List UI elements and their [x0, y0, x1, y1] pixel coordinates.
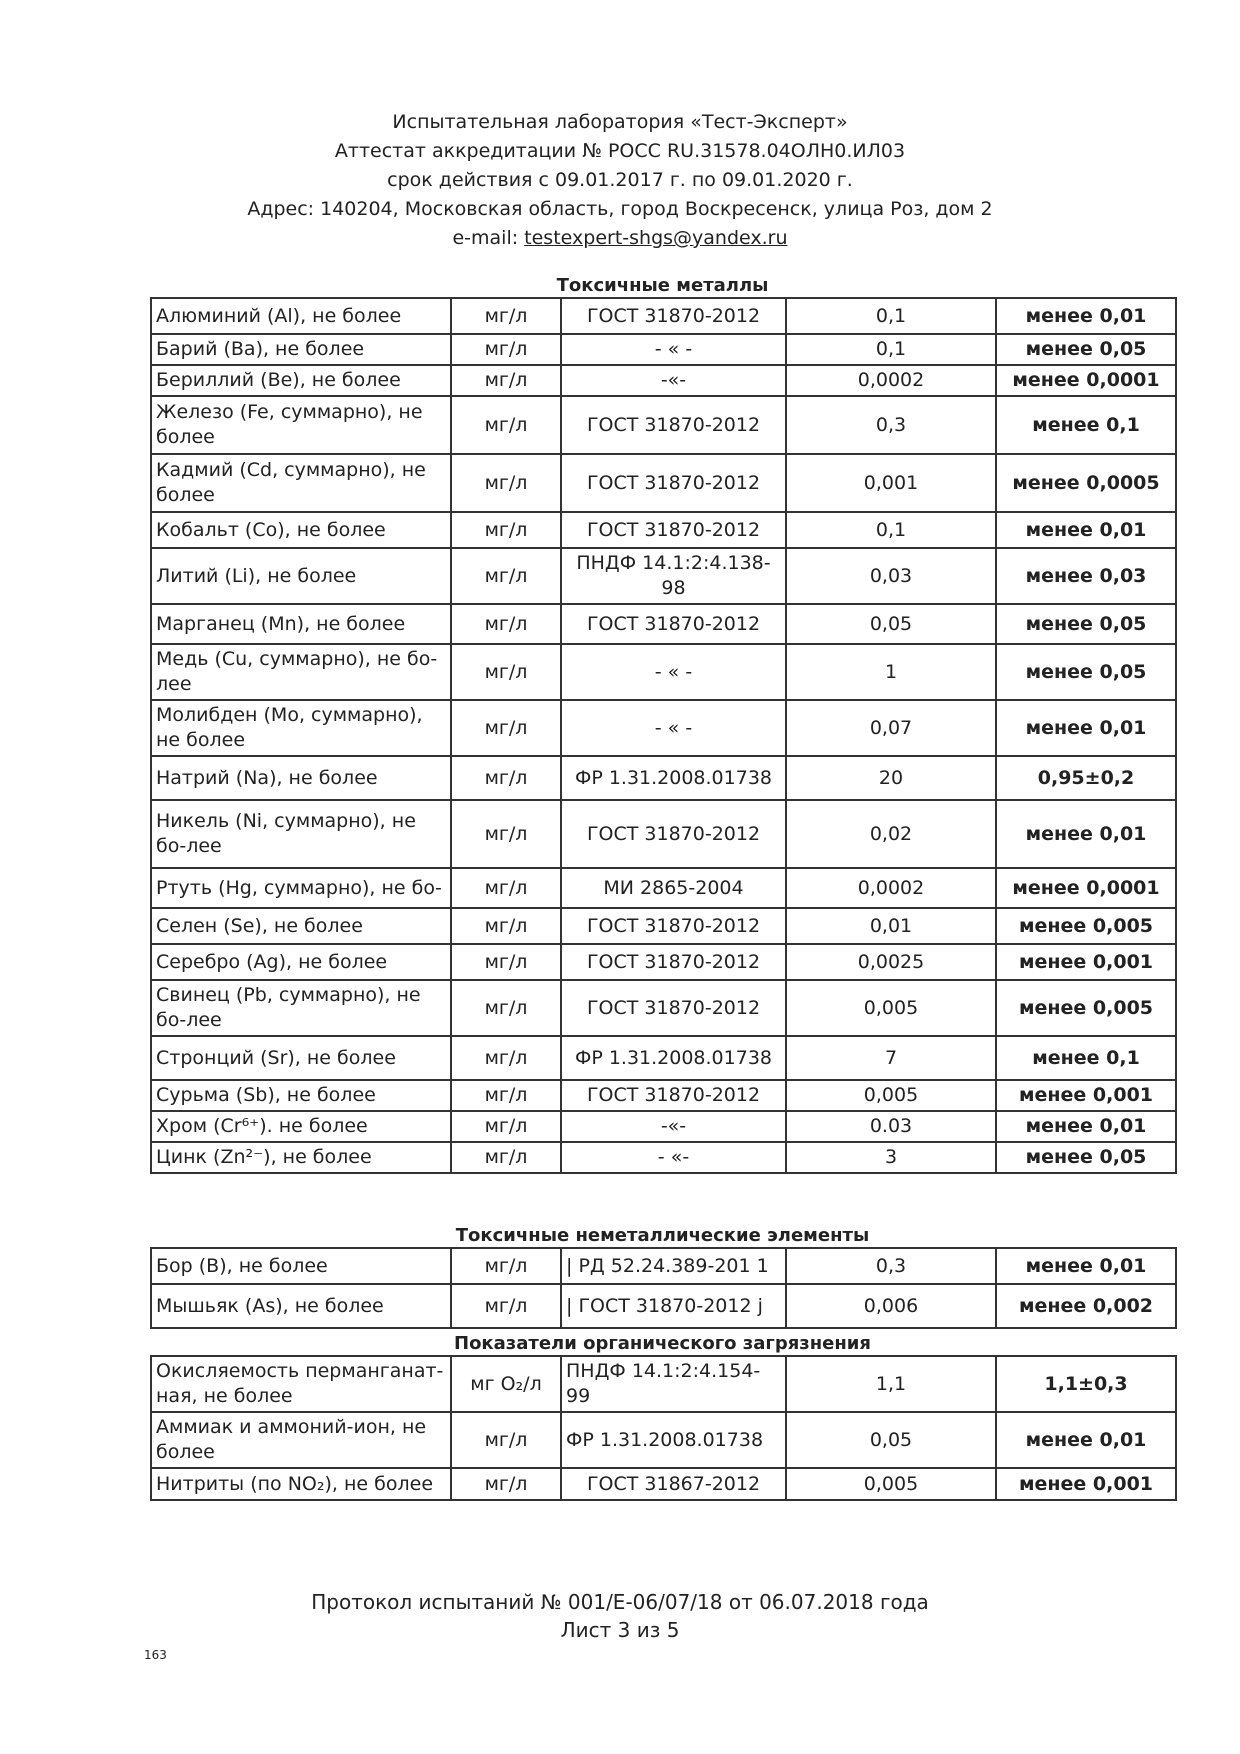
table-row	[151, 1284, 1176, 1328]
method-cell: - « -	[561, 700, 786, 756]
parameter-name-cell: Стронций (Sr), не более	[151, 1036, 451, 1080]
unit-cell: мг O₂/л	[451, 1356, 561, 1412]
table-row	[151, 908, 1176, 944]
table-row	[151, 1142, 1176, 1173]
result-cell: менее 0,1	[996, 1036, 1176, 1080]
method-cell: ГОСТ 31870-2012	[561, 980, 786, 1036]
method-cell: ГОСТ 31870-2012	[561, 800, 786, 868]
unit-cell: мг/л	[451, 756, 561, 800]
unit-cell: мг/л	[451, 1142, 561, 1173]
method-cell: ПНДФ 14.1:2:4.138-98	[561, 548, 786, 604]
lab-name: Испытательная лаборатория «Тест-Эксперт»	[392, 111, 848, 133]
method-cell: - « -	[561, 644, 786, 700]
unit-cell: мг/л	[451, 1080, 561, 1111]
table-row	[151, 1468, 1176, 1500]
result-cell: менее 0,0001	[996, 868, 1176, 908]
method-cell: ГОСТ 31870-2012	[561, 944, 786, 980]
norm-cell: 0,3	[786, 1248, 996, 1284]
norm-cell: 0,1	[786, 334, 996, 365]
table-row	[151, 1412, 1176, 1468]
norm-cell: 20	[786, 756, 996, 800]
result-cell: менее 0,05	[996, 334, 1176, 365]
page-number: 163	[144, 1648, 167, 1662]
unit-cell: мг/л	[451, 298, 561, 334]
unit-cell: мг/л	[451, 944, 561, 980]
email-label: e-mail:	[452, 227, 525, 249]
unit-cell: мг/л	[451, 700, 561, 756]
document-footer	[0, 1588, 1240, 1644]
result-cell: менее 0,01	[996, 298, 1176, 334]
norm-cell: 0,0002	[786, 868, 996, 908]
parameter-name-cell: Нитриты (по NO₂), не более	[151, 1468, 451, 1500]
unit-cell: мг/л	[451, 1036, 561, 1080]
table-row	[151, 512, 1176, 548]
unit-cell: мг/л	[451, 1468, 561, 1500]
result-cell: 1,1±0,3	[996, 1356, 1176, 1412]
result-cell: менее 0,005	[996, 980, 1176, 1036]
result-cell: менее 0,001	[996, 1080, 1176, 1111]
unit-cell: мг/л	[451, 908, 561, 944]
parameter-name-cell: Серебро (Ag), не более	[151, 944, 451, 980]
parameter-name-cell: Селен (Se), не более	[151, 908, 451, 944]
unit-cell: мг/л	[451, 454, 561, 512]
section-title-toxic-nonmetals: Токсичные неметаллические элементы	[455, 1225, 870, 1246]
result-cell: менее 0,005	[996, 908, 1176, 944]
method-cell: ГОСТ 31870-2012	[561, 396, 786, 454]
table-row	[151, 980, 1176, 1036]
norm-cell: 0,005	[786, 1080, 996, 1111]
parameter-name-cell: Кобальт (Co), не более	[151, 512, 451, 548]
table-row	[151, 1036, 1176, 1080]
email-link[interactable]: testexpert-shgs@yandex.ru	[524, 227, 788, 249]
norm-cell: 0,0002	[786, 365, 996, 396]
result-cell: менее 0,0001	[996, 365, 1176, 396]
norm-cell: 1	[786, 644, 996, 700]
parameter-name-cell: Бериллий (Be), не более	[151, 365, 451, 396]
parameter-name-cell: Окисляемость перманганат-ная, не более	[151, 1356, 451, 1412]
result-cell: менее 0,01	[996, 1111, 1176, 1142]
address-line: Адрес: 140204, Московская область, город Воскресенск, улица Роз, дом 2	[247, 198, 993, 220]
parameter-name-cell: Свинец (Pb, суммарно), не бо-лее	[151, 980, 451, 1036]
unit-cell: мг/л	[451, 644, 561, 700]
unit-cell: мг/л	[451, 980, 561, 1036]
result-cell: менее 0,01	[996, 700, 1176, 756]
result-cell: менее 0,01	[996, 800, 1176, 868]
parameter-name-cell: Аммиак и аммоний-ион, не более	[151, 1412, 451, 1468]
document-header	[0, 108, 1240, 253]
protocol-line: Протокол испытаний № 001/Е-06/07/18 от 06.07.2018 года	[311, 1590, 929, 1614]
norm-cell: 0,005	[786, 1468, 996, 1500]
method-cell: ПНДФ 14.1:2:4.154-99	[561, 1356, 786, 1412]
table-row	[151, 644, 1176, 700]
norm-cell: 0,006	[786, 1284, 996, 1328]
table-row	[151, 454, 1176, 512]
method-cell: МИ 2865-2004	[561, 868, 786, 908]
table-row	[151, 868, 1176, 908]
method-cell: -«-	[561, 365, 786, 396]
parameter-name-cell: Мышьяк (As), не более	[151, 1284, 451, 1328]
unit-cell: мг/л	[451, 548, 561, 604]
table-row	[151, 1111, 1176, 1142]
method-cell: | РД 52.24.389-201 1	[561, 1248, 786, 1284]
table-row	[151, 396, 1176, 454]
unit-cell: мг/л	[451, 512, 561, 548]
result-cell: менее 0,01	[996, 1248, 1176, 1284]
parameter-name-cell: Молибден (Mo, суммарно), не более	[151, 700, 451, 756]
result-cell: менее 0,03	[996, 548, 1176, 604]
norm-cell: 0.03	[786, 1111, 996, 1142]
method-cell: ФР 1.31.2008.01738	[561, 1412, 786, 1468]
unit-cell: мг/л	[451, 604, 561, 644]
norm-cell: 0,1	[786, 512, 996, 548]
result-cell: 0,95±0,2	[996, 756, 1176, 800]
method-cell: ГОСТ 31870-2012	[561, 604, 786, 644]
norm-cell: 7	[786, 1036, 996, 1080]
organic-pollution-table	[150, 1355, 1177, 1501]
table-row	[151, 548, 1176, 604]
parameter-name-cell: Марганец (Mn), не более	[151, 604, 451, 644]
parameter-name-cell: Медь (Cu, суммарно), не бо-лее	[151, 644, 451, 700]
method-cell: ГОСТ 31867-2012	[561, 1468, 786, 1500]
result-cell: менее 0,001	[996, 944, 1176, 980]
unit-cell: мг/л	[451, 396, 561, 454]
result-cell: менее 0,05	[996, 1142, 1176, 1173]
norm-cell: 0,05	[786, 604, 996, 644]
result-cell: менее 0,0005	[996, 454, 1176, 512]
norm-cell: 0,001	[786, 454, 996, 512]
sheet-line: Лист 3 из 5	[560, 1618, 680, 1642]
parameter-name-cell: Хром (Cr⁶⁺). не более	[151, 1111, 451, 1142]
norm-cell: 0,05	[786, 1412, 996, 1468]
unit-cell: мг/л	[451, 365, 561, 396]
parameter-name-cell: Кадмий (Cd, суммарно), не более	[151, 454, 451, 512]
email-line	[0, 224, 1240, 253]
method-cell: ГОСТ 31870-2012	[561, 1080, 786, 1111]
parameter-name-cell: Железо (Fe, суммарно), не более	[151, 396, 451, 454]
table-row	[151, 800, 1176, 868]
section-title-toxic-metals: Токсичные металлы	[556, 275, 769, 296]
method-cell: ФР 1.31.2008.01738	[561, 756, 786, 800]
table-row	[151, 365, 1176, 396]
method-cell: -«-	[561, 1111, 786, 1142]
norm-cell: 0,07	[786, 700, 996, 756]
table-row	[151, 1356, 1176, 1412]
norm-cell: 0,3	[786, 396, 996, 454]
method-cell: | ГОСТ 31870-2012 j	[561, 1284, 786, 1328]
norm-cell: 0,1	[786, 298, 996, 334]
norm-cell: 0,005	[786, 980, 996, 1036]
norm-cell: 1,1	[786, 1356, 996, 1412]
section-title-organic-pollution: Показатели органического загрязнения	[454, 1333, 871, 1354]
unit-cell: мг/л	[451, 800, 561, 868]
method-cell: - « -	[561, 334, 786, 365]
parameter-name-cell: Сурьма (Sb), не более	[151, 1080, 451, 1111]
result-cell: менее 0,1	[996, 396, 1176, 454]
result-cell: менее 0,05	[996, 644, 1176, 700]
table-row	[151, 1248, 1176, 1284]
toxic-metals-table	[150, 297, 1177, 1174]
unit-cell: мг/л	[451, 868, 561, 908]
method-cell: ГОСТ 31870-2012	[561, 908, 786, 944]
result-cell: менее 0,001	[996, 1468, 1176, 1500]
accreditation-line: Аттестат аккредитации № РОСС RU.31578.04ОЛН0.ИЛ03	[334, 140, 906, 162]
table-row	[151, 700, 1176, 756]
parameter-name-cell: Барий (Ba), не более	[151, 334, 451, 365]
method-cell: ГОСТ 31870-2012	[561, 298, 786, 334]
method-cell: ГОСТ 31870-2012	[561, 512, 786, 548]
result-cell: менее 0,01	[996, 512, 1176, 548]
result-cell: менее 0,002	[996, 1284, 1176, 1328]
parameter-name-cell: Литий (Li), не более	[151, 548, 451, 604]
norm-cell: 0,0025	[786, 944, 996, 980]
parameter-name-cell: Ртуть (Hg, суммарно), не бо-	[151, 868, 451, 908]
norm-cell: 0,01	[786, 908, 996, 944]
table-row	[151, 944, 1176, 980]
toxic-nonmetals-table	[150, 1247, 1177, 1329]
validity-line: срок действия с 09.01.2017 г. по 09.01.2020 г.	[387, 169, 853, 191]
result-cell: менее 0,05	[996, 604, 1176, 644]
parameter-name-cell: Никель (Ni, суммарно), не бо-лее	[151, 800, 451, 868]
unit-cell: мг/л	[451, 1284, 561, 1328]
parameter-name-cell: Натрий (Na), не более	[151, 756, 451, 800]
parameter-name-cell: Цинк (Zn²⁻), не более	[151, 1142, 451, 1173]
norm-cell: 3	[786, 1142, 996, 1173]
parameter-name-cell: Алюминий (Al), не более	[151, 298, 451, 334]
parameter-name-cell: Бор (B), не более	[151, 1248, 451, 1284]
table-row	[151, 756, 1176, 800]
unit-cell: мг/л	[451, 334, 561, 365]
result-cell: менее 0,01	[996, 1412, 1176, 1468]
unit-cell: мг/л	[451, 1248, 561, 1284]
unit-cell: мг/л	[451, 1111, 561, 1142]
unit-cell: мг/л	[451, 1412, 561, 1468]
table-row	[151, 1080, 1176, 1111]
table-row	[151, 298, 1176, 334]
method-cell: ФР 1.31.2008.01738	[561, 1036, 786, 1080]
table-row	[151, 604, 1176, 644]
norm-cell: 0,03	[786, 548, 996, 604]
method-cell: - «-	[561, 1142, 786, 1173]
table-row	[151, 334, 1176, 365]
method-cell: ГОСТ 31870-2012	[561, 454, 786, 512]
norm-cell: 0,02	[786, 800, 996, 868]
